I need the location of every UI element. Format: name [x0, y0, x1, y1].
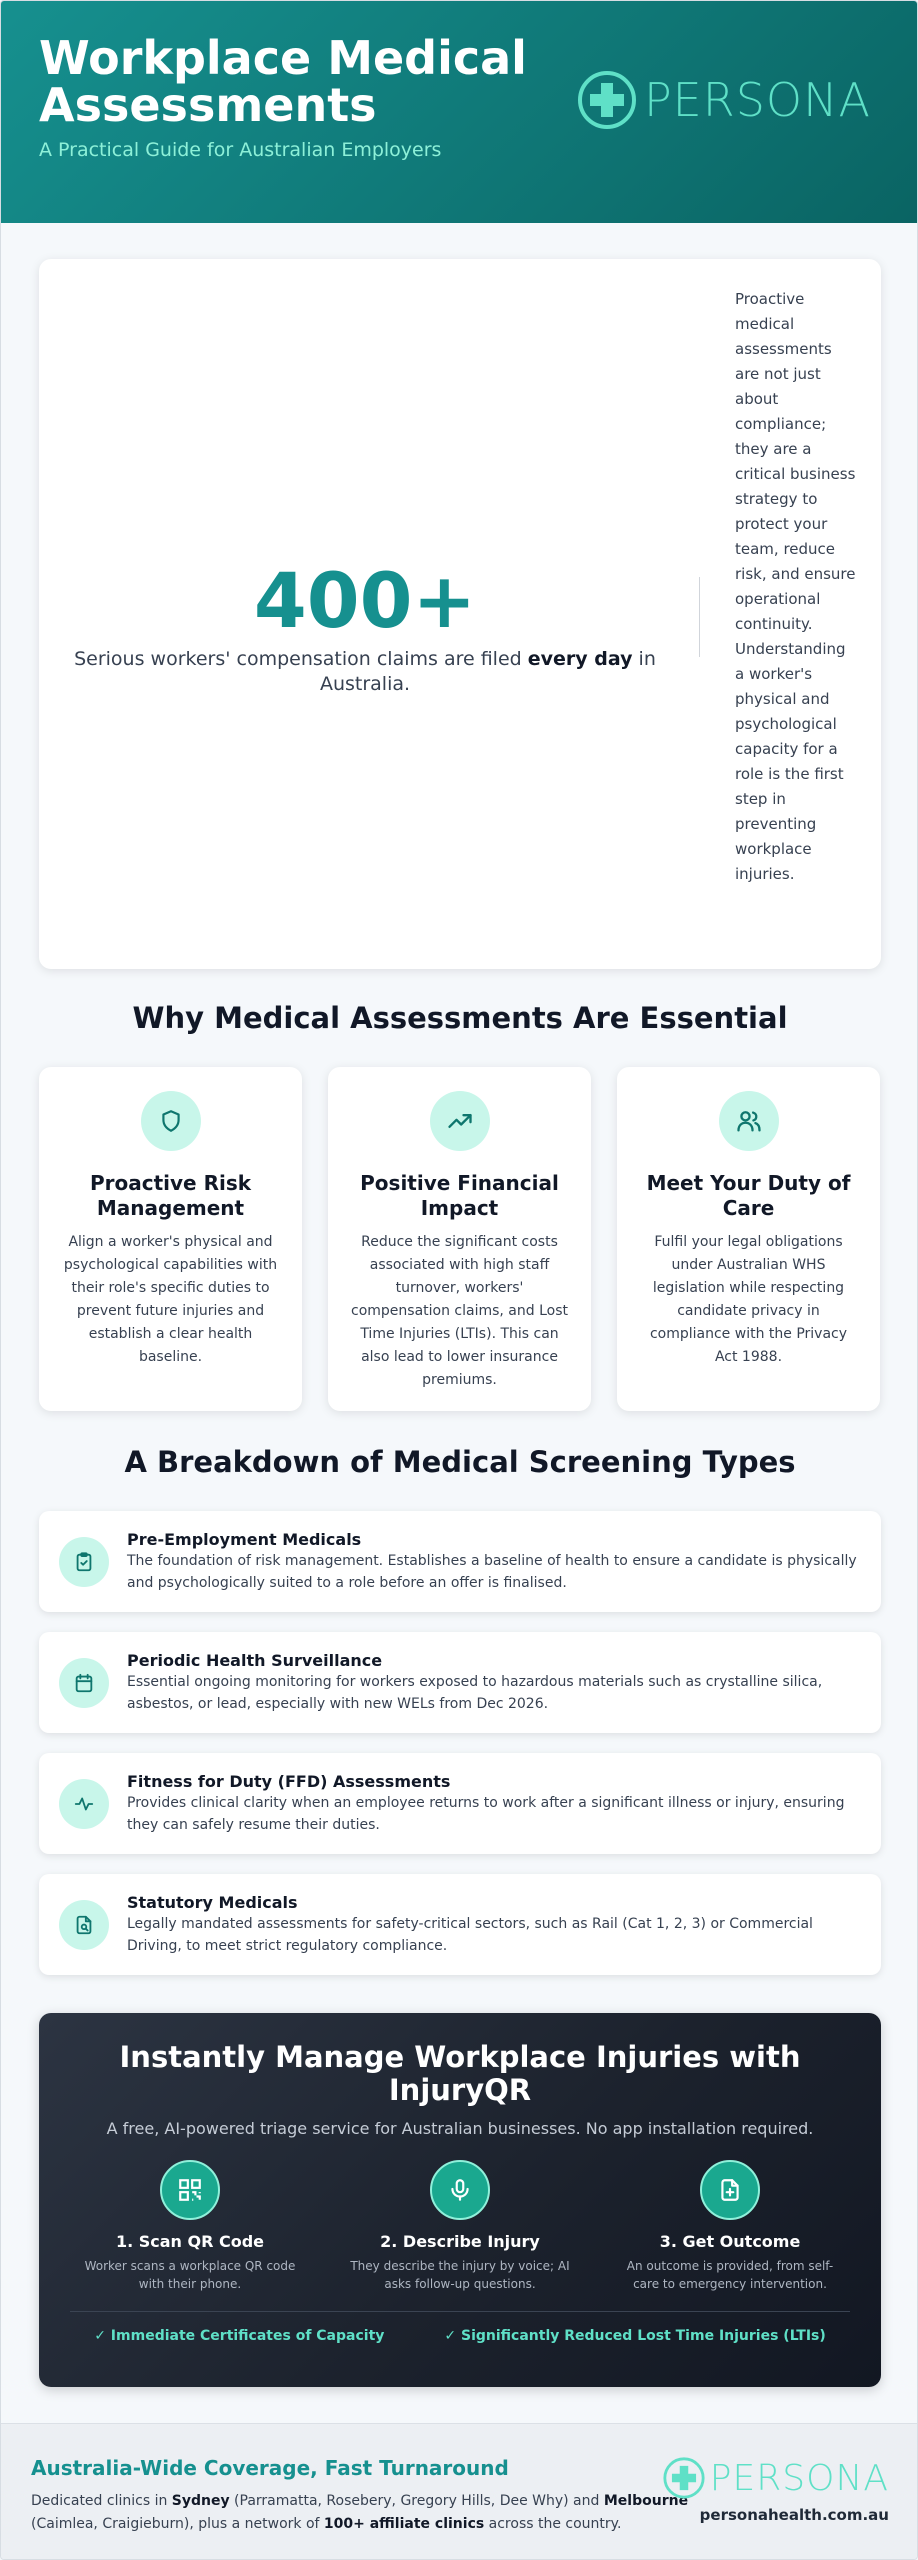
step-title: 1. Scan QR Code [115, 2232, 265, 2251]
screening-item-statutory [39, 1874, 881, 1975]
benefit-icon-wrap [719, 1091, 779, 1151]
screening-text [127, 1772, 861, 1836]
persona-logo [576, 69, 871, 131]
screening-item-ffd [39, 1753, 881, 1854]
header-banner [1, 1, 917, 223]
screening-section-title: A Breakdown of Medical Screening Types [124, 1445, 796, 1479]
footer-text: across the country. [484, 2516, 622, 2532]
step-describe [330, 2160, 590, 2293]
step-title: 3. Get Outcome [659, 2232, 801, 2251]
screening-item-pre-employment [39, 1511, 881, 1612]
step-text: They describe the injury by voice; AI asks follow-up questions. [350, 2259, 570, 2291]
screening-icon-wrap [59, 1658, 109, 1708]
screening-item-periodic [39, 1632, 881, 1733]
benefit-text: Fulfil your legal obligations under Australian WHS legislation while respecting candidate privacy in compliance with the Privacy Act 1988. [649, 1234, 848, 1365]
file-search-icon [73, 1914, 95, 1936]
shield-icon [158, 1108, 184, 1134]
users-icon [735, 1107, 763, 1135]
logo-wordmark: PERSONA [709, 2457, 889, 2499]
screening-title: Fitness for Duty (FFD) Assessments [127, 1771, 451, 1791]
screening-text [127, 1651, 861, 1715]
caption-emphasis: every day [527, 648, 633, 670]
step-title: 2. Describe Injury [380, 2232, 540, 2251]
injuryqr-benefit: ✓ Immediate Certificates of Capacity [94, 2328, 385, 2344]
microphone-icon [447, 2177, 473, 2203]
footer-city: Sydney [171, 2493, 230, 2509]
injuryqr-divider [70, 2311, 850, 2312]
medical-cross-icon [662, 2456, 706, 2500]
why-section-title: Why Medical Assessments Are Essential [132, 1001, 788, 1035]
footer [1, 2423, 918, 2560]
injuryqr-title: Instantly Manage Workplace Injuries with InjuryQR [119, 2040, 801, 2107]
step-icon-wrap [430, 2160, 490, 2220]
benefit-text: Align a worker's physical and psychological capabilities with their role's specific duties to prevent future injuries and establish a clear health baseline. [63, 1234, 278, 1365]
step-text: An outcome is provided, from self-care to emergency intervention. [626, 2259, 834, 2291]
clipboard-check-icon [73, 1551, 95, 1573]
benefit-title: Proactive Risk Management [89, 1171, 252, 1220]
screening-title: Statutory Medicals [127, 1892, 298, 1912]
benefit-icon-wrap [430, 1091, 490, 1151]
caption-text: Serious workers' compensation claims are filed [74, 648, 528, 670]
screening-text [127, 1530, 861, 1594]
footer-network: 100+ affiliate clinics [323, 2516, 485, 2532]
step-text: Worker scans a workplace QR code with their phone. [84, 2259, 296, 2291]
hero-description: Proactive medical assessments are not just about compliance; they are a critical business strategy to protect your team, reduce risk, and ensure operational continuity. Understanding a worker's physical and psychological capacity for a role is the first step in preventing workplace injuries. [735, 290, 856, 883]
hero-card [39, 259, 881, 969]
footer-coverage [31, 2490, 691, 2536]
screening-text [127, 1893, 861, 1957]
step-icon-wrap [700, 2160, 760, 2220]
website-link[interactable]: personahealth.com.au [699, 2506, 889, 2524]
calendar-icon [73, 1672, 95, 1694]
injuryqr-subtitle: A free, AI-powered triage service for Australian businesses. No app installation required. [106, 2119, 814, 2138]
benefit-card-risk [39, 1067, 302, 1411]
screening-title: Periodic Health Surveillance [127, 1650, 383, 1670]
benefit-icon-wrap [141, 1091, 201, 1151]
step-icon-wrap [160, 2160, 220, 2220]
benefit-card-duty [617, 1067, 880, 1411]
benefit-cards [39, 1067, 881, 1411]
footer-city: Melbourne [603, 2493, 689, 2509]
logo-wordmark: PERSONA [643, 73, 871, 127]
file-plus-icon [717, 2177, 743, 2203]
screening-icon-wrap [59, 1779, 109, 1829]
footer-text: Dedicated clinics in [31, 2493, 172, 2509]
screening-icon-wrap [59, 1900, 109, 1950]
stat-caption [65, 647, 665, 697]
footer-text: (Parramatta, Rosebery, Gregory Hills, Dee Why) and [229, 2493, 604, 2509]
footer-logo-mark [662, 2456, 889, 2500]
benefit-card-financial [328, 1067, 591, 1411]
screening-description: Provides clinical clarity when an employee returns to work after a significant illness or injury, ensuring they can safely resume their duties. [127, 1794, 845, 1833]
page-title: Workplace Medical Assessments [39, 31, 527, 132]
step-outcome [600, 2160, 860, 2293]
hero-divider [699, 577, 700, 657]
screening-description: Essential ongoing monitoring for workers exposed to hazardous materials such as crystalline silica, asbestos, or lead, especially with new WELs from Dec 2026. [127, 1673, 823, 1712]
injuryqr-benefit: ✓ Significantly Reduced Lost Time Injuries (LTIs) [444, 2328, 826, 2344]
benefit-title: Positive Financial Impact [360, 1171, 559, 1220]
hero-stat-block [39, 259, 691, 969]
caption-text-end: in Australia. [319, 648, 656, 695]
screening-description: Legally mandated assessments for safety-critical sectors, such as Rail (Cat 1, 2, 3) or Commercial Driving, to meet strict regulatory compliance. [127, 1915, 813, 1954]
screening-list [39, 1511, 881, 1995]
trending-up-icon [446, 1107, 474, 1135]
screening-icon-wrap [59, 1537, 109, 1587]
footer-logo [662, 2456, 889, 2524]
step-scan [60, 2160, 320, 2293]
injuryqr-benefits [39, 2328, 881, 2344]
injuryqr-panel [39, 2013, 881, 2387]
activity-icon [73, 1793, 95, 1815]
page-subtitle: A Practical Guide for Australian Employers [39, 139, 442, 161]
benefit-text: Reduce the significant costs associated with high staff turnover, workers' compensation claims, and Lost Time Injuries (LTIs). This can also lead to lower insurance premiums. [351, 1234, 568, 1388]
qr-code-icon [177, 2177, 203, 2203]
claims-stat: 400+ [253, 556, 477, 645]
benefit-title: Meet Your Duty of Care [646, 1171, 851, 1220]
footer-title: Australia-Wide Coverage, Fast Turnaround [31, 2456, 509, 2480]
screening-description: The foundation of risk management. Establishes a baseline of health to ensure a candidate is physically and psychologically suited to a role before an offer is finalised. [127, 1552, 857, 1591]
footer-text: (Caimlea, Craigieburn), plus a network of [31, 2516, 324, 2532]
injuryqr-steps [60, 2160, 860, 2293]
medical-cross-icon [576, 69, 638, 131]
screening-title: Pre-Employment Medicals [127, 1529, 362, 1549]
